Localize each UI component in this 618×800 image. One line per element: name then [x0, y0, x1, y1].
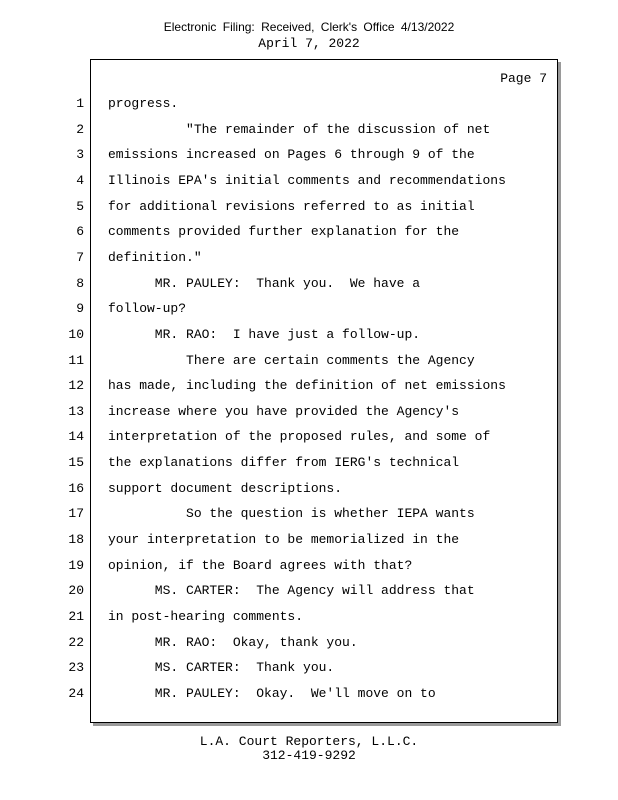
line-number: 18 [68, 532, 84, 547]
line-text: opinion, if the Board agrees with that? [108, 558, 413, 573]
line-text: MS. CARTER: Thank you. [108, 660, 335, 675]
line-number: 1 [76, 96, 84, 111]
line-text: interpretation of the proposed rules, and some of [108, 429, 491, 444]
line-text: MR. PAULEY: Thank you. We have a [108, 276, 421, 291]
line-text: has made, including the definition of net emissions [108, 378, 506, 393]
line-text: definition." [108, 250, 202, 265]
line-number: 24 [68, 686, 84, 701]
line-number: 2 [76, 122, 84, 137]
page-number: Page 7 [500, 71, 547, 86]
line-text: Illinois EPA's initial comments and recommendations [108, 173, 506, 188]
line-number: 20 [68, 583, 84, 598]
line-text: in post-hearing comments. [108, 609, 304, 624]
line-text: follow-up? [108, 301, 187, 316]
line-number: 19 [68, 558, 84, 573]
line-number: 21 [68, 609, 84, 624]
line-text: comments provided further explanation for the [108, 224, 460, 239]
line-text: increase where you have provided the Agency's [108, 404, 460, 419]
line-text: for additional revisions referred to as initial [108, 199, 475, 214]
line-text: your interpretation to be memorialized in the [108, 532, 460, 547]
filing-stamp: Electronic Filing: Received, Clerk's Office 4/13/2022 [163, 20, 455, 34]
footer-phone: 312-419-9292 [262, 748, 356, 763]
line-text: MS. CARTER: The Agency will address that [108, 583, 475, 598]
header-date: April 7, 2022 [258, 36, 360, 51]
line-number: 14 [68, 429, 84, 444]
line-number: 15 [68, 455, 84, 470]
line-number: 10 [68, 327, 84, 342]
line-number: 3 [76, 147, 84, 162]
line-number: 23 [68, 660, 84, 675]
line-number: 11 [68, 353, 84, 368]
line-text: emissions increased on Pages 6 through 9 of the [108, 147, 475, 162]
line-number: 9 [76, 301, 84, 316]
line-text: MR. PAULEY: Okay. We'll move on to [108, 686, 436, 701]
line-number: 4 [76, 173, 84, 188]
line-number: 8 [76, 276, 84, 291]
line-number: 12 [68, 378, 84, 393]
line-text: MR. RAO: Okay, thank you. [108, 635, 358, 650]
line-text: So the question is whether IEPA wants [108, 506, 475, 521]
line-text: the explanations differ from IERG's technical [108, 455, 460, 470]
line-text: support document descriptions. [108, 481, 343, 496]
line-text: MR. RAO: I have just a follow-up. [108, 327, 421, 342]
footer-company: L.A. Court Reporters, L.L.C. [199, 734, 419, 749]
line-number: 5 [76, 199, 84, 214]
line-text: There are certain comments the Agency [108, 353, 475, 368]
line-text: progress. [108, 96, 179, 111]
line-text: "The remainder of the discussion of net [108, 122, 491, 137]
line-number: 16 [68, 481, 84, 496]
line-number: 13 [68, 404, 84, 419]
line-number: 7 [76, 250, 84, 265]
line-number: 6 [76, 224, 84, 239]
line-number: 22 [68, 635, 84, 650]
line-number: 17 [68, 506, 84, 521]
